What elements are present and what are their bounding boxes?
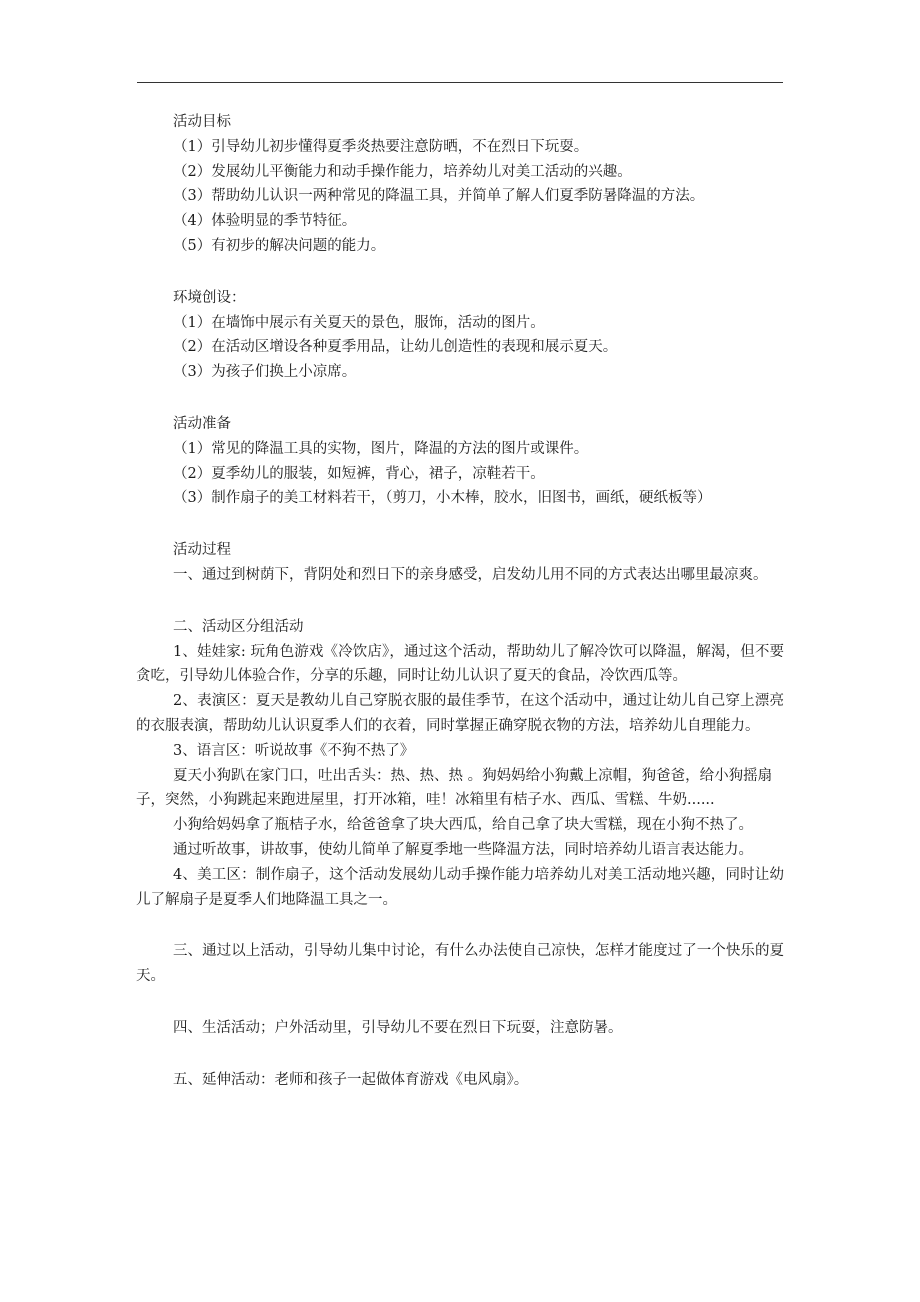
list-item: （1）在墙饰中展示有关夏天的景色，服饰，活动的图片。 xyxy=(173,314,545,331)
process-step-4: 四、生活活动；户外活动里，引导幼儿不要在烈日下玩耍，注意防暑。 xyxy=(173,1019,623,1036)
list-item: （5）有初步的解决问题的能力。 xyxy=(173,237,386,254)
story-paragraph: 夏天小狗趴在家门口，吐出舌头：热、热、热 。狗妈妈给小狗戴上凉帽，狗爸爸，给小狗摇扇子，突然，小狗跳起来跑进屋里，打开冰箱，哇！冰箱里有桔子水、西瓜、雪糕、牛奶...... xyxy=(136,767,773,809)
section-title: 环境创设： xyxy=(173,289,246,306)
list-item: （3）为孩子们换上小凉席。 xyxy=(173,364,357,381)
list-item: （1）常见的降温工具的实物，图片，降温的方法的图片或课件。 xyxy=(173,440,589,457)
story-paragraph: 小狗给妈妈拿了瓶桔子水，给爸爸拿了块大西瓜，给自己拿了块大雪糕，现在小狗不热了。 xyxy=(173,817,753,834)
area-performance: 2、表演区：夏天是教幼儿自己穿脱衣服的最佳季节，在这个活动中，通过让幼儿自己穿上漂亮的衣服表演，帮助幼儿认识夏季人们的衣着，同时掌握正确穿脱衣物的方法，培养幼儿自理能力。 xyxy=(136,693,784,734)
process-step-2-title: 二、活动区分组活动 xyxy=(173,618,304,635)
section-title: 活动过程 xyxy=(173,542,231,559)
process-step-1: 一、通过到树荫下，背阴处和烈日下的亲身感受，启发幼儿用不同的方式表达出哪里最凉爽。 xyxy=(173,566,768,583)
area-language-title: 3、语言区：听说故事《不狗不热了》 xyxy=(173,742,415,759)
section-title: 活动准备 xyxy=(173,415,231,432)
list-item: （4）体验明显的季节特征。 xyxy=(173,213,357,230)
goals-section xyxy=(136,110,784,259)
list-item: （3）帮助幼儿认识一两种常见的降温工具，并简单了解人们夏季防暑降温的方法。 xyxy=(173,188,705,205)
area-doll-house: 1、娃娃家: 玩角色游戏《冷饮店》，通过这个活动，帮助幼儿了解冷饮可以降温，解渴，但不要贪吃，引导幼儿体验合作，分享的乐趣，同时让幼儿认识了夏天的食品，冷饮西瓜等。 xyxy=(136,643,784,685)
process-section xyxy=(136,538,784,1092)
story-paragraph: 通过听故事，讲故事，使幼儿简单了解夏季地一些降温方法，同时培养幼儿语言表达能力。 xyxy=(173,841,753,858)
list-item: （2）夏季幼儿的服装，如短裤，背心，裙子，凉鞋若干。 xyxy=(173,465,545,482)
document-body xyxy=(136,110,784,1093)
list-item: （2）发展幼儿平衡能力和动手操作能力，培养幼儿对美工活动的兴趣。 xyxy=(173,163,632,180)
list-item: （2）在活动区增设各种夏季用品，让幼儿创造性的表现和展示夏天。 xyxy=(173,339,618,356)
environment-section xyxy=(136,286,784,385)
list-item: （1）引导幼儿初步懂得夏季炎热要注意防晒，不在烈日下玩耍。 xyxy=(173,138,589,155)
process-step-5: 五、延伸活动：老师和孩子一起做体育游戏《电风扇》。 xyxy=(173,1071,529,1088)
section-title: 活动目标 xyxy=(173,114,231,130)
preparation-section xyxy=(136,412,784,511)
header-rule xyxy=(137,82,783,83)
list-item: （3）制作扇子的美工材料若干，（剪刀，小木棒，胶水，旧图书，画纸，硬纸板等） xyxy=(173,490,712,507)
process-step-3: 三、通过以上活动，引导幼儿集中讨论，有什么办法使自己凉快，怎样才能度过了一个快乐的夏天。 xyxy=(136,943,784,985)
area-art: 4、美工区：制作扇子，这个活动发展幼儿动手操作能力培养幼儿对美工活动地兴趣，同时让幼儿了解扇子是夏季人们地降温工具之一。 xyxy=(136,866,784,908)
